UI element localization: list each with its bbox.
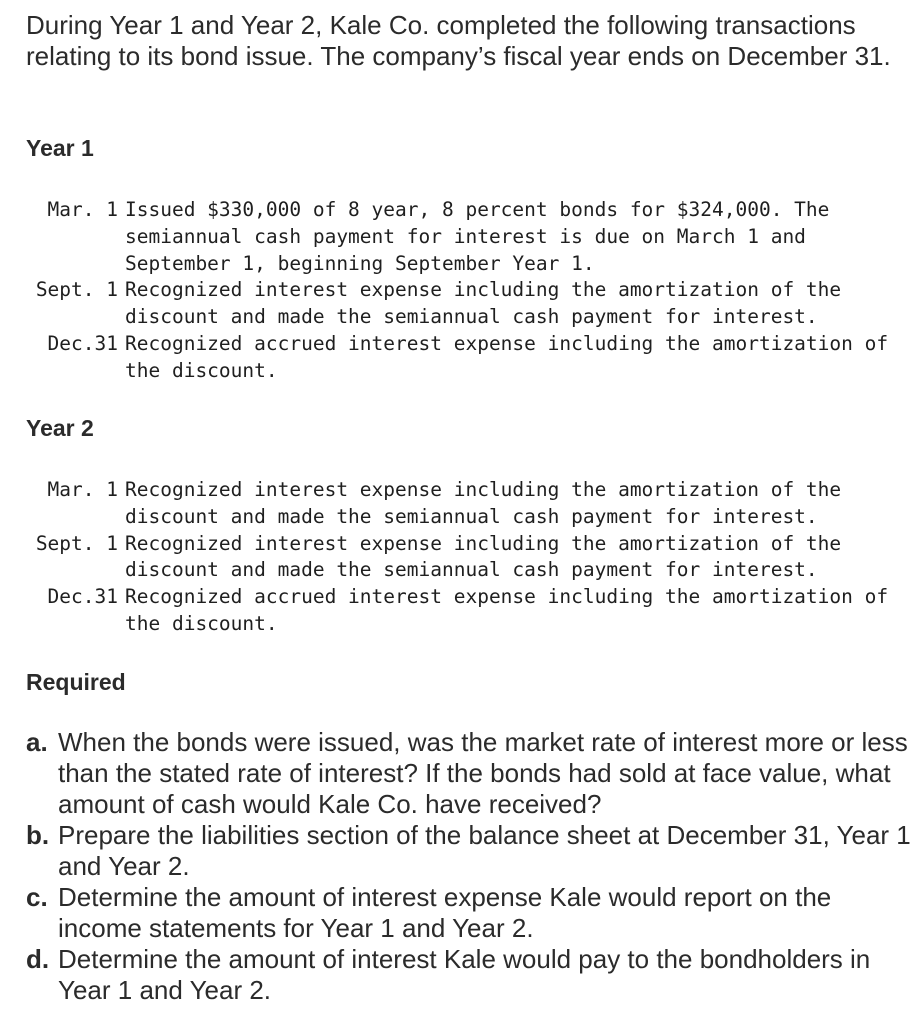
transaction-date: Sept. 1 (35, 278, 118, 302)
required-letter: d. (26, 944, 50, 974)
intro-paragraph: During Year 1 and Year 2, Kale Co. completed the following transactions relating to its bond issue. The company’s fiscal year ends on December 31. (26, 10, 891, 71)
required-letter: c. (26, 882, 48, 912)
required-text: When the bonds were issued, was the market rate of interest more or less than the stated rate of interest? If the bonds had sold at face value, what amount of cash would Kale Co. have received? (58, 727, 908, 819)
required-letter: b. (26, 820, 50, 850)
transaction-description: Recognized accrued interest expense including the amortization of the discount. (125, 585, 889, 635)
transaction-description: Recognized accrued interest expense including the amortization of the discount. (125, 331, 889, 382)
required-item-a (26, 727, 916, 820)
year-1-heading: Year 1 (26, 135, 94, 161)
transaction-row (0, 477, 922, 531)
required-text: Prepare the liabilities section of the balance sheet at December 31, Year 1 and Year 2. (58, 820, 911, 881)
year-2-transactions (0, 477, 922, 638)
transaction-description: Recognized interest expense including the amortization of the discount and made the semiannual cash payment for interest. (125, 278, 842, 329)
transaction-date: Dec.31 (47, 331, 118, 355)
transaction-date: Mar. 1 (47, 478, 118, 501)
required-heading: Required (26, 669, 126, 695)
transaction-row (0, 531, 922, 585)
transaction-description: Recognized interest expense including the amortization of the discount and made the semiannual cash payment for interest. (125, 478, 842, 528)
required-item-c (26, 882, 916, 944)
required-text: Determine the amount of interest Kale would pay to the bondholders in Year 1 and Year 2. (58, 944, 871, 1005)
transaction-row (0, 331, 922, 385)
required-item-d (26, 944, 916, 1006)
transaction-row (0, 277, 922, 331)
required-list (26, 727, 916, 1006)
transaction-date: Dec.31 (47, 585, 118, 609)
transaction-row (0, 584, 922, 638)
required-text: Determine the amount of interest expense Kale would report on the income statements for Year 1 and Year 2. (58, 882, 832, 943)
required-letter: a. (26, 727, 48, 757)
transaction-row (0, 197, 922, 277)
transaction-date: Mar. 1 (47, 198, 118, 221)
required-item-b (26, 820, 916, 882)
year-1-transactions (0, 197, 922, 385)
transaction-description: Recognized interest expense including the amortization of the discount and made the semiannual cash payment for interest. (125, 531, 842, 582)
transaction-description: Issued $330,000 of 8 year, 8 percent bonds for $324,000. The semiannual cash payment for interest is due on March 1 and September 1, beginning September Year 1. (125, 198, 830, 275)
year-2-heading: Year 2 (26, 415, 94, 441)
transaction-date: Sept. 1 (35, 531, 118, 555)
